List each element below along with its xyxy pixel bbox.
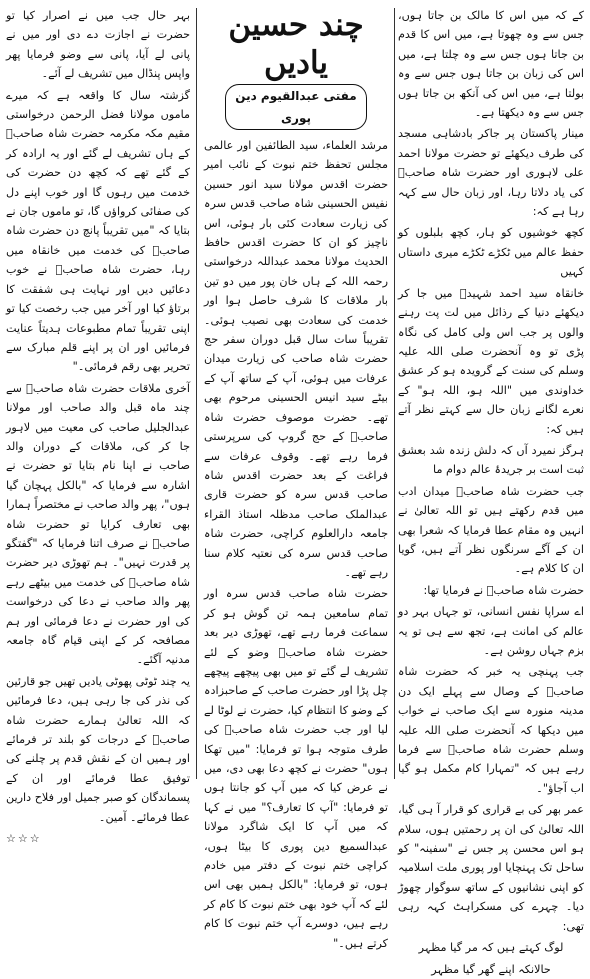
article-column-middle	[204, 6, 388, 950]
verse-line: حالانکہ اپنے گھر گیا مظہر	[431, 962, 551, 976]
paragraph: کچھ خوشیوں کو ہار، کچھ بلبلوں کو حفظ عالم میں ٹکڑے ٹکڑے میری داستاں کہیں	[398, 226, 584, 279]
paragraph: بہر حال جب میں نے اصرار کیا تو حضرت نے اجازت دے دی اور میں نے پانی لے آیا، پانی سے وضو فرمایا پھر واپس پنڈال میں تشریف لے آئے۔	[6, 9, 190, 81]
paragraph: مرشد العلماء، سید الطائفین اور عالمی مجلس تحفظ ختم نبوت کے نائب امیر حضرت اقدس مولانا سید انور حسین نفیس الحسینی شاہ صاحب قدس سرہ کی زیارت سعادت کئی بار ہوئی، اس ناچیز کو ان کا حضرت اقدس حافظ الحدیث مولانا محمد عبداللہ درخواستی رحمہ اللہ کے ہاں خان پور میں دو تین بار ملاقات کا شرف حاصل ہوا اور خدمت کی سعادت بھی نصیب ہوئی۔ تقریباً سات سال قبل دوران سفر حج حضرت شاہ صاحب کی زیارت میدان عرفات میں ہوئی، آپ کے ساتھ آپ کے بیٹے سید انیس الحسینی مرحوم بھی تھے۔ حضرت موصوف حضرت شاہ صاحبؒ کے حج گروپ کی سرپرستی فرما رہے تھے۔ وقوف عرفات سے فراغت کے بعد حضرت اقدس شاہ صاحب قدس سرہ کو حضرت قاری عبدالملک صاحب مدظلہ استاذ القراء جامعہ دارالعلوم کراچی، حضرت شاہ صاحب قدس سرہ کی نعتیہ کلام سنا رہے تھے۔	[204, 139, 388, 579]
paragraph: حضرت شاہ صاحب قدس سرہ اور تمام سامعین ہمہ تن گوش ہو کر سماعت فرما رہے تھے، تھوڑی دیر بعد حضرت شاہ صاحبؒ وضو کے لئے تشریف لے گئے تو میں بھی پیچھے پیچھے چل پڑا اور حضرت صاحب کے صاحبزادہ کے وضو کا انتظام کیا، حضرت نے لوٹا لے لیا اور جب حضرت شاہ صاحبؒ کی طرف متوجہ ہوا تو فرمایا: "میں تھکا ہوں" حضرت نے کچھ دعا بھی دی، میں نے عرض کیا کہ میں آپ کو جانتا ہوں تو فرمایا: "آپ کا تعارف؟" میں نے کہا کہ میں آپ کا ایک شاگرد مولانا عبدالسمیع دین پوری کا بیٹا ہوں، کراچی ختم نبوت کے دفتر میں خادم ہوں، تو فرمایا: "بالکل ہمیں بھی اس لئے کہ آپ خود بھی ختم نبوت کا کام کر رہے ہیں، دوسرے آپ ختم نبوت کا کام کرتے ہیں۔"	[204, 587, 388, 950]
paragraph: جب حضرت شاہ صاحبؒ میدان ادب میں قدم رکھتے ہیں تو اللہ تعالیٰ نے انہیں وہ مقام عطا فرمایا کہ شعرا بھی ان کے آگے سرنگوں نظر آتے ہیں، گویا ان کا کلام ہے۔	[398, 484, 584, 576]
article-column-right	[398, 6, 584, 976]
paragraph: خانقاہ سید احمد شہیدؒ میں جا کر دیکھئے دنیا کے رذائل میں لت پت رہنے والوں پر جب اس ولی کامل کی نگاہ پڑی تو وہ آنحضرت صلی اللہ علیہ وسلم کی سنت کے گرویدہ ہو کر عشق خداوندی میں "اللہ ہو، اللہ ہو" کے نعرے لگانے زبان حال سے کہتے نظر آتے ہیں کہ:	[398, 286, 584, 436]
paragraph: ہرگز نمیرد آں کہ دلش زندہ شد بعشق ثبت است بر جریدۂ عالم دوام ما	[398, 443, 584, 477]
paragraph: آخری ملاقات حضرت شاہ صاحبؒ سے چند ماہ قبل والد صاحب اور مولانا عبدالجلیل صاحب کی معیت میں لاہور جا کر کی، ملاقات کے دوران والد صاحب نے اپنا نام بتایا تو حضرت نے اشارہ سے فرمایا کہ "بالکل پہچان گیا ہوں"، پھر والد صاحب نے مختصراً ہمارا بھی تعارف کرایا تو حضرت شاہ صاحبؒ نے صرف اتنا فرمایا کہ "گفتگو پر قدرت نہیں"۔ ہم تھوڑی دیر حضرت شاہ صاحبؒ کی خدمت میں بیٹھے رہے پھر والد صاحب نے دعا کی درخواست کی اور حضرت نے دعا فرمائی اور ہم مصافحہ کر کے اپنی قیام گاہ جامعہ مدنیہ آگئے۔	[6, 381, 190, 667]
column-divider	[196, 8, 197, 779]
paragraph: جب پہنچی یہ خبر کہ حضرت شاہ صاحبؒ کے وصال سے پہلے ایک دن مدینہ منورہ سے ایک صاحب نے خواب میں دیکھا کہ آنحضرت صلی اللہ علیہ وسلم حضرت شاہ صاحبؒ سے فرما رہے ہیں کہ "تمہارا کام مکمل ہو گیا اب آجاؤ"۔	[398, 665, 584, 795]
end-mark: ☆☆☆	[6, 832, 42, 846]
verse-line: لوگ کہتے ہیں کہ مر گیا مظہر	[418, 941, 564, 955]
paragraph: حضرت شاہ صاحبؒ نے فرمایا تھا:	[423, 583, 584, 597]
article-title: چند حسین یادیں	[228, 7, 364, 81]
column-divider	[394, 8, 395, 779]
paragraph: عمر بھر کی بے قراری کو قرار آ ہی گیا، اللہ تعالیٰ کی ان پر رحمتیں ہوں، سلام ہو اس محسن پر جس نے "سفینہ" کو ساحل تک پہنچایا اور پوری ملت اسلامیہ کو اپنی نشانیوں کے ساتھ سوگوار چھوڑ دیا۔ چہرے کی مسکراہٹ کہہ رہی تھی:	[398, 803, 584, 933]
paragraph: گزشتہ سال کا واقعہ ہے کہ میرے ماموں مولانا فضل الرحمن درخواستی مقیم مکہ مکرمہ حضرت شاہ صاحبؒ کے ہاں تشریف لے گئے اور یہ ارادہ کر کے گئے تھے کہ کچھ دن حضرت کی خدمت میں رہوں گا اور خوب اپنے دل کی صفائی کرواؤں گا، تو ماموں جان نے بتایا کہ "میں تقریباً پانچ دن حضرت شاہ صاحبؒ کی خدمت میں خانقاہ میں رہا، حضرت شاہ صاحبؒ نے خوب دعائیں دیں اور نہایت ہی شفقت کا برتاؤ کیا اور آخر میں جب رخصت کیا تو اپنی تقریباً تمام مطبوعات ہدیتاً عنایت فرمائیں اور ان پر اپنے قلم مبارک سے تحریر بھی رقم فرمائی۔"	[6, 88, 190, 374]
author-byline: مفتی عبدالقیوم دین پوری	[225, 84, 367, 130]
paragraph: اے سراپا نفس انسانی، تو جہاں بہر دو عالم کی امانت ہے، تجھ سے ہی تو یہ بزم جہاں روشن ہے۔	[398, 605, 584, 657]
paragraph: مینار پاکستان پر جاکر بادشاہی مسجد کی طرف دیکھئے تو حضرت مولانا احمد علی لاہوری اور حضرت شاہ صاحبؒ کی یاد دلاتا رہا، اور زبان حال سے کہہ رہا ہے کہ:	[398, 127, 584, 219]
paragraph: یہ چند ٹوٹی پھوٹی یادیں تھیں جو قارئین کی نذر کی جا رہی ہیں، دعا فرمائیں کہ اللہ تعالیٰ ہمارے حضرت شاہ صاحبؒ کے درجات کو بلند تر فرمائے اور ہمیں ان کے نقش قدم پر چلنے کی توفیق عطا فرمائے اور ان کے پسماندگان کو صبر جمیل اور فلاح دارین عطا فرمائے۔ آمین۔	[6, 674, 190, 824]
paragraph: کے کہ میں اس کا مالک بن جاتا ہوں، جس سے وہ چھوتا ہے، میں اس کا قدم بن جاتا ہوں جس سے وہ چلتا ہے، میں اس کی زبان بن جاتا ہوں جس سے وہ بولتا ہے، میں اس کی آنکھ بن جاتا ہوں جس سے وہ دیکھتا ہے۔	[398, 9, 584, 120]
article-column-left	[6, 6, 190, 846]
